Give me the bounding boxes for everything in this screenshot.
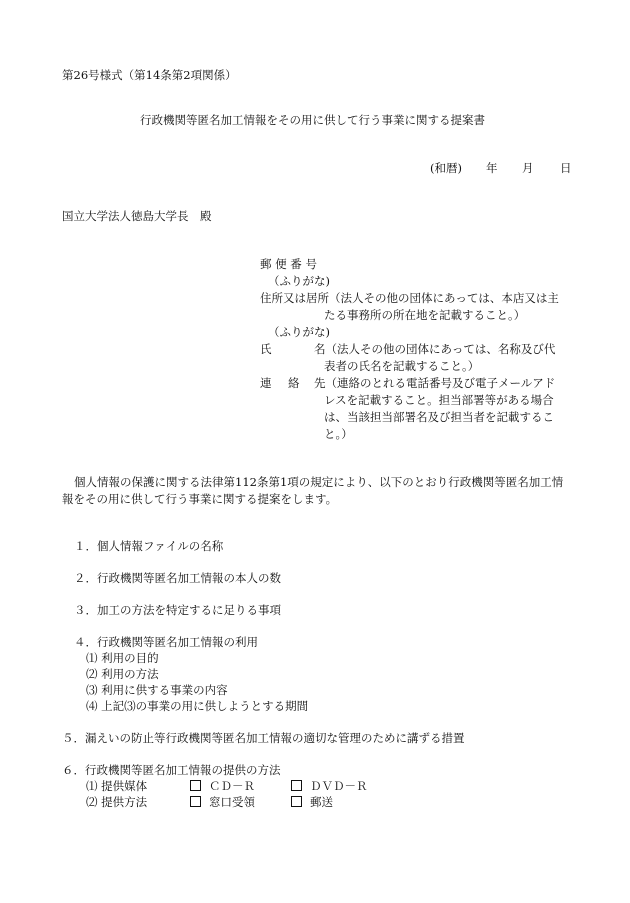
- address-row: [260, 290, 572, 307]
- section-6-heading: ６．行政機関等匿名加工情報の提供の方法: [62, 763, 281, 777]
- media-label: ⑴ 提供媒体: [86, 779, 148, 793]
- date-era: (和暦): [430, 161, 462, 175]
- name-note-cont: 表者の氏名を記載すること。）: [324, 359, 480, 373]
- address-note: （法人その他の団体にあっては、本店又は主: [329, 291, 559, 305]
- name-label-1: 氏: [260, 342, 272, 356]
- dvd-r-label: ＤＶＤ－Ｒ: [310, 779, 368, 793]
- intro-line-2: 報をその用に供して行う事業に関する提案をします。: [62, 492, 338, 506]
- intro-line-1: 個人情報の保護に関する法律第112条第1項の規定により、以下のとおり行政機関等匿名加工情: [74, 475, 564, 489]
- section-3-heading: ３．加工の方法を特定するに足りる事項: [74, 603, 281, 617]
- name-row: [260, 341, 572, 358]
- section-4-item-4: ⑷ 上記⑶の事業の用に供しようとする期間: [86, 699, 309, 713]
- cd-r-label: ＣＤ－Ｒ: [209, 779, 255, 793]
- date-month: 月: [522, 161, 534, 175]
- section-5-heading: ５．漏えいの防止等行政機関等匿名加工情報の適切な管理のために講ずる措置: [62, 731, 465, 745]
- dvd-r-checkbox[interactable]: [291, 780, 302, 791]
- section-4-heading: ４．行政機関等匿名加工情報の利用: [74, 635, 258, 649]
- name-label-2: 名: [314, 342, 326, 356]
- contact-row: [260, 375, 572, 392]
- addressee: 国立大学法人徳島大学長 殿: [62, 209, 212, 223]
- applicant-block: [260, 256, 572, 443]
- intro-paragraph: [62, 474, 582, 508]
- section-4-item-2: ⑵ 利用の方法: [86, 667, 159, 681]
- section-2-heading: ２．行政機関等匿名加工情報の本人の数: [74, 571, 281, 585]
- contact-note: （連絡のとれる電話番号及び電子メールアド: [325, 376, 556, 390]
- date-year: 年: [486, 161, 498, 175]
- postal-code-row: [260, 256, 572, 273]
- name-note: （法人その他の団体にあっては、名称及び代: [325, 342, 556, 356]
- section-4-item-1: ⑴ 利用の目的: [86, 651, 159, 665]
- address-note-cont: たる事務所の所在地を記載すること。）: [324, 308, 526, 322]
- media-row: [86, 778, 368, 795]
- contact-label-2: 絡: [288, 376, 300, 390]
- contact-note-cont-2: は、当該担当部署名及び担当者を記載するこ: [324, 410, 554, 424]
- date-line: [430, 160, 572, 177]
- date-day: 日: [560, 161, 572, 175]
- section-1-heading: １．個人情報ファイルの名称: [74, 539, 224, 553]
- furigana-row-2: （ふりがな): [268, 325, 330, 339]
- method-label: ⑵ 提供方法: [86, 795, 148, 809]
- contact-label-1: 連: [260, 376, 272, 390]
- contact-note-cont-3: と。）: [324, 427, 353, 441]
- form-number: 第26号様式（第14条第2項関係）: [62, 68, 237, 82]
- mail-label: 郵送: [310, 795, 333, 809]
- address-label: 住所又は居所: [260, 291, 329, 305]
- method-row: [86, 794, 333, 811]
- document-title: 行政機関等匿名加工情報をその用に供して行う事業に関する提案書: [140, 113, 485, 127]
- contact-note-cont-1: レスを記載すること。担当部署等がある場合: [324, 393, 554, 407]
- counter-pickup-label: 窓口受領: [209, 795, 255, 809]
- mail-checkbox[interactable]: [291, 796, 302, 807]
- counter-pickup-checkbox[interactable]: [190, 796, 201, 807]
- cd-r-checkbox[interactable]: [190, 780, 201, 791]
- section-4-item-3: ⑶ 利用に供する事業の内容: [86, 683, 228, 697]
- postal-code-label: 郵 便 番 号: [260, 257, 317, 271]
- contact-label-3: 先: [314, 376, 326, 390]
- furigana-row-1: （ふりがな): [268, 274, 330, 288]
